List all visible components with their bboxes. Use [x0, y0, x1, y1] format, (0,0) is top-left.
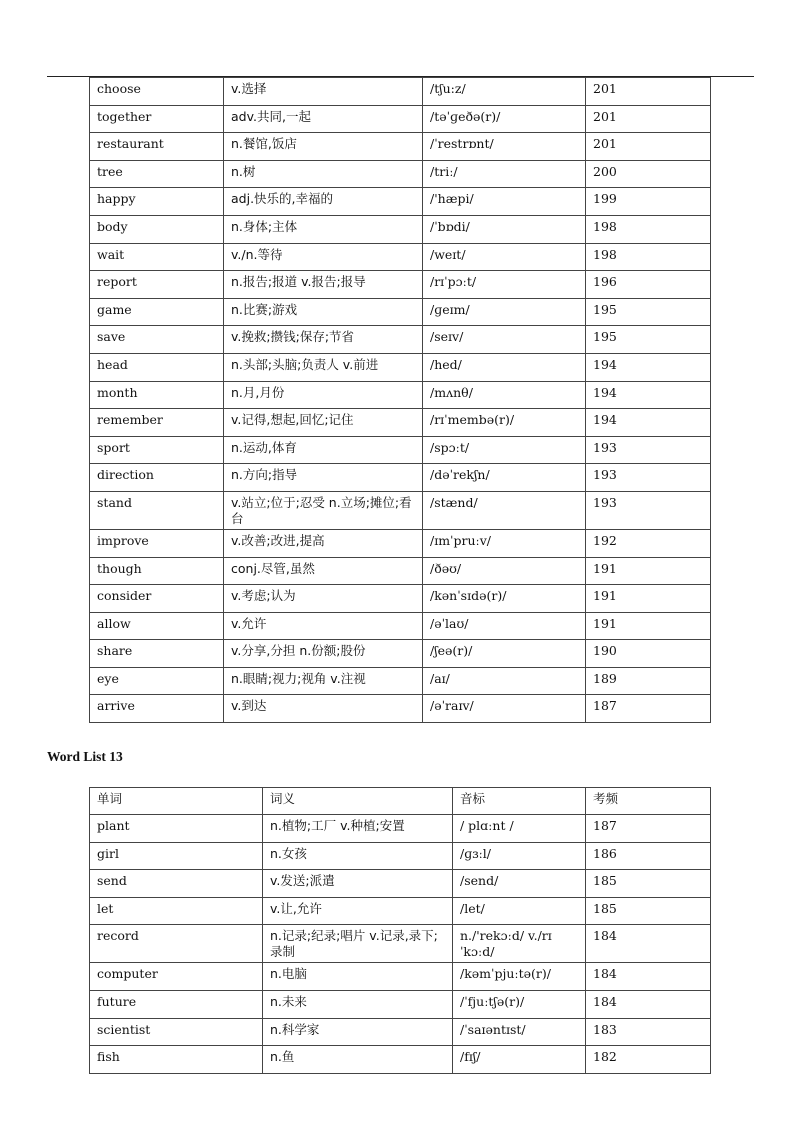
meaning-cell: n.植物;工厂 v.种植;安置 — [263, 815, 453, 843]
table-row — [90, 78, 711, 106]
meaning-cell: n.比赛;游戏 — [224, 298, 423, 326]
header-word: 单词 — [90, 788, 263, 815]
word-cell: restaurant — [90, 133, 224, 161]
frequency-cell: 187 — [586, 815, 711, 843]
phonetic-cell: /'hæpi/ — [423, 188, 586, 216]
word-cell: computer — [90, 963, 263, 991]
frequency-cell: 190 — [586, 640, 711, 668]
table-row — [90, 353, 711, 381]
word-cell: sport — [90, 436, 224, 464]
word-cell: let — [90, 897, 263, 925]
word-cell: though — [90, 557, 224, 585]
word-cell: fish — [90, 1046, 263, 1074]
table-row — [90, 667, 711, 695]
phonetic-cell: /let/ — [453, 897, 586, 925]
frequency-cell: 183 — [586, 1018, 711, 1046]
frequency-cell: 196 — [586, 271, 711, 299]
table-row — [90, 381, 711, 409]
phonetic-cell: /spɔːt/ — [423, 436, 586, 464]
phonetic-cell: /ʃeə(r)/ — [423, 640, 586, 668]
phonetic-cell: /hed/ — [423, 353, 586, 381]
frequency-cell: 182 — [586, 1046, 711, 1074]
frequency-cell: 198 — [586, 243, 711, 271]
meaning-cell: v.选择 — [224, 78, 423, 106]
word-cell: stand — [90, 491, 224, 529]
frequency-cell: 200 — [586, 160, 711, 188]
word-cell: tree — [90, 160, 224, 188]
meaning-cell: v.站立;位于;忍受 n.立场;摊位;看台 — [224, 491, 423, 529]
meaning-cell: n.身体;主体 — [224, 215, 423, 243]
word-cell: consider — [90, 585, 224, 613]
frequency-cell: 193 — [586, 436, 711, 464]
table-row — [90, 990, 711, 1018]
meaning-cell: adj.快乐的,幸福的 — [224, 188, 423, 216]
table-row — [90, 188, 711, 216]
header-frequency: 考频 — [586, 788, 711, 815]
word-cell: together — [90, 105, 224, 133]
table-row — [90, 1018, 711, 1046]
word-cell: choose — [90, 78, 224, 106]
table-row — [90, 870, 711, 898]
table-row — [90, 491, 711, 529]
frequency-cell: 184 — [586, 990, 711, 1018]
frequency-cell: 191 — [586, 557, 711, 585]
table-row — [90, 897, 711, 925]
word-cell: eye — [90, 667, 224, 695]
table-row — [90, 243, 711, 271]
table-row — [90, 925, 711, 963]
phonetic-cell: /təˈɡeðə(r)/ — [423, 105, 586, 133]
phonetic-cell: /dəˈrekʃn/ — [423, 464, 586, 492]
phonetic-cell: /rɪˈpɔːt/ — [423, 271, 586, 299]
frequency-cell: 184 — [586, 963, 711, 991]
word-cell: share — [90, 640, 224, 668]
table-row — [90, 215, 711, 243]
table-row — [90, 326, 711, 354]
meaning-cell: n.记录;纪录;唱片 v.记录,录下;录制 — [263, 925, 453, 963]
frequency-cell: 191 — [586, 612, 711, 640]
word-cell: remember — [90, 409, 224, 437]
meaning-cell: n.方向;指导 — [224, 464, 423, 492]
frequency-cell: 193 — [586, 491, 711, 529]
meaning-cell: n.科学家 — [263, 1018, 453, 1046]
frequency-cell: 194 — [586, 353, 711, 381]
table-row — [90, 557, 711, 585]
phonetic-cell: /aɪ/ — [423, 667, 586, 695]
table-row — [90, 529, 711, 557]
table-row — [90, 612, 711, 640]
table-row — [90, 695, 711, 723]
frequency-cell: 189 — [586, 667, 711, 695]
frequency-cell: 192 — [586, 529, 711, 557]
table-row — [90, 842, 711, 870]
meaning-cell: v.发送;派遣 — [263, 870, 453, 898]
word-cell: scientist — [90, 1018, 263, 1046]
word-table-top — [89, 77, 711, 723]
phonetic-cell: /weɪt/ — [423, 243, 586, 271]
phonetic-cell: /ˈsaɪəntɪst/ — [453, 1018, 586, 1046]
phonetic-cell: /ɡɜːl/ — [453, 842, 586, 870]
phonetic-cell: / plɑːnt / — [453, 815, 586, 843]
meaning-cell: n.电脑 — [263, 963, 453, 991]
table-row — [90, 1046, 711, 1074]
phonetic-cell: /ˈfjuːtʃə(r)/ — [453, 990, 586, 1018]
table-row — [90, 815, 711, 843]
word-cell: save — [90, 326, 224, 354]
meaning-cell: v./n.等待 — [224, 243, 423, 271]
frequency-cell: 201 — [586, 78, 711, 106]
word-cell: game — [90, 298, 224, 326]
word-cell: direction — [90, 464, 224, 492]
frequency-cell: 185 — [586, 897, 711, 925]
meaning-cell: v.改善;改进,提高 — [224, 529, 423, 557]
header-phonetic: 音标 — [453, 788, 586, 815]
meaning-cell: n.树 — [224, 160, 423, 188]
meaning-cell: n.未来 — [263, 990, 453, 1018]
phonetic-cell: /mʌnθ/ — [423, 381, 586, 409]
word-cell: head — [90, 353, 224, 381]
frequency-cell: 191 — [586, 585, 711, 613]
phonetic-cell: /əˈraɪv/ — [423, 695, 586, 723]
meaning-cell: n.女孩 — [263, 842, 453, 870]
table-row — [90, 409, 711, 437]
word-cell: month — [90, 381, 224, 409]
table-row — [90, 271, 711, 299]
meaning-cell: n.餐馆,饭店 — [224, 133, 423, 161]
table-row — [90, 298, 711, 326]
phonetic-cell: /send/ — [453, 870, 586, 898]
frequency-cell: 195 — [586, 326, 711, 354]
meaning-cell: n.报告;报道 v.报告;报导 — [224, 271, 423, 299]
frequency-cell: 201 — [586, 105, 711, 133]
meaning-cell: v.挽救;攒钱;保存;节省 — [224, 326, 423, 354]
table-row — [90, 133, 711, 161]
phonetic-cell: /rɪˈmembə(r)/ — [423, 409, 586, 437]
frequency-cell: 184 — [586, 925, 711, 963]
meaning-cell: v.让,允许 — [263, 897, 453, 925]
meaning-cell: n.月,月份 — [224, 381, 423, 409]
word-cell: girl — [90, 842, 263, 870]
frequency-cell: 194 — [586, 381, 711, 409]
meaning-cell: v.考虑;认为 — [224, 585, 423, 613]
phonetic-cell: /fɪʃ/ — [453, 1046, 586, 1074]
meaning-cell: n.运动,体育 — [224, 436, 423, 464]
frequency-cell: 186 — [586, 842, 711, 870]
table-row — [90, 436, 711, 464]
phonetic-cell: /ɡeɪm/ — [423, 298, 586, 326]
table-header-row — [90, 788, 711, 815]
frequency-cell: 199 — [586, 188, 711, 216]
frequency-cell: 201 — [586, 133, 711, 161]
word-cell: future — [90, 990, 263, 1018]
meaning-cell: conj.尽管,虽然 — [224, 557, 423, 585]
phonetic-cell: /stænd/ — [423, 491, 586, 529]
word-cell: plant — [90, 815, 263, 843]
word-table-list-13 — [89, 787, 711, 1074]
word-cell: record — [90, 925, 263, 963]
phonetic-cell: /kəmˈpjuːtə(r)/ — [453, 963, 586, 991]
table-row — [90, 585, 711, 613]
section-title: Word List 13 — [47, 749, 123, 764]
word-cell: happy — [90, 188, 224, 216]
word-cell: improve — [90, 529, 224, 557]
meaning-cell: v.允许 — [224, 612, 423, 640]
frequency-cell: 194 — [586, 409, 711, 437]
word-cell: report — [90, 271, 224, 299]
meaning-cell: v.到达 — [224, 695, 423, 723]
word-cell: wait — [90, 243, 224, 271]
header-meaning: 词义 — [263, 788, 453, 815]
phonetic-cell: /triː/ — [423, 160, 586, 188]
meaning-cell: v.分享,分担 n.份额;股份 — [224, 640, 423, 668]
phonetic-cell: /seɪv/ — [423, 326, 586, 354]
phonetic-cell: n./'rekɔːd/ v./rɪˈkɔːd/ — [453, 925, 586, 963]
phonetic-cell: /kənˈsɪdə(r)/ — [423, 585, 586, 613]
phonetic-cell: /ˈbɒdi/ — [423, 215, 586, 243]
table-row — [90, 640, 711, 668]
meaning-cell: adv.共同,一起 — [224, 105, 423, 133]
frequency-cell: 185 — [586, 870, 711, 898]
frequency-cell: 187 — [586, 695, 711, 723]
word-cell: allow — [90, 612, 224, 640]
phonetic-cell: /əˈlaʊ/ — [423, 612, 586, 640]
frequency-cell: 198 — [586, 215, 711, 243]
word-cell: arrive — [90, 695, 224, 723]
table-row — [90, 464, 711, 492]
meaning-cell: v.记得,想起,回忆;记住 — [224, 409, 423, 437]
table-row — [90, 105, 711, 133]
table-row — [90, 160, 711, 188]
frequency-cell: 195 — [586, 298, 711, 326]
phonetic-cell: /ɪmˈpruːv/ — [423, 529, 586, 557]
phonetic-cell: /ˈrestrɒnt/ — [423, 133, 586, 161]
meaning-cell: n.头部;头脑;负责人 v.前进 — [224, 353, 423, 381]
meaning-cell: n.眼睛;视力;视角 v.注视 — [224, 667, 423, 695]
meaning-cell: n.鱼 — [263, 1046, 453, 1074]
phonetic-cell: /tʃu:z/ — [423, 78, 586, 106]
phonetic-cell: /ðəʊ/ — [423, 557, 586, 585]
word-cell: body — [90, 215, 224, 243]
table-row — [90, 963, 711, 991]
frequency-cell: 193 — [586, 464, 711, 492]
word-cell: send — [90, 870, 263, 898]
